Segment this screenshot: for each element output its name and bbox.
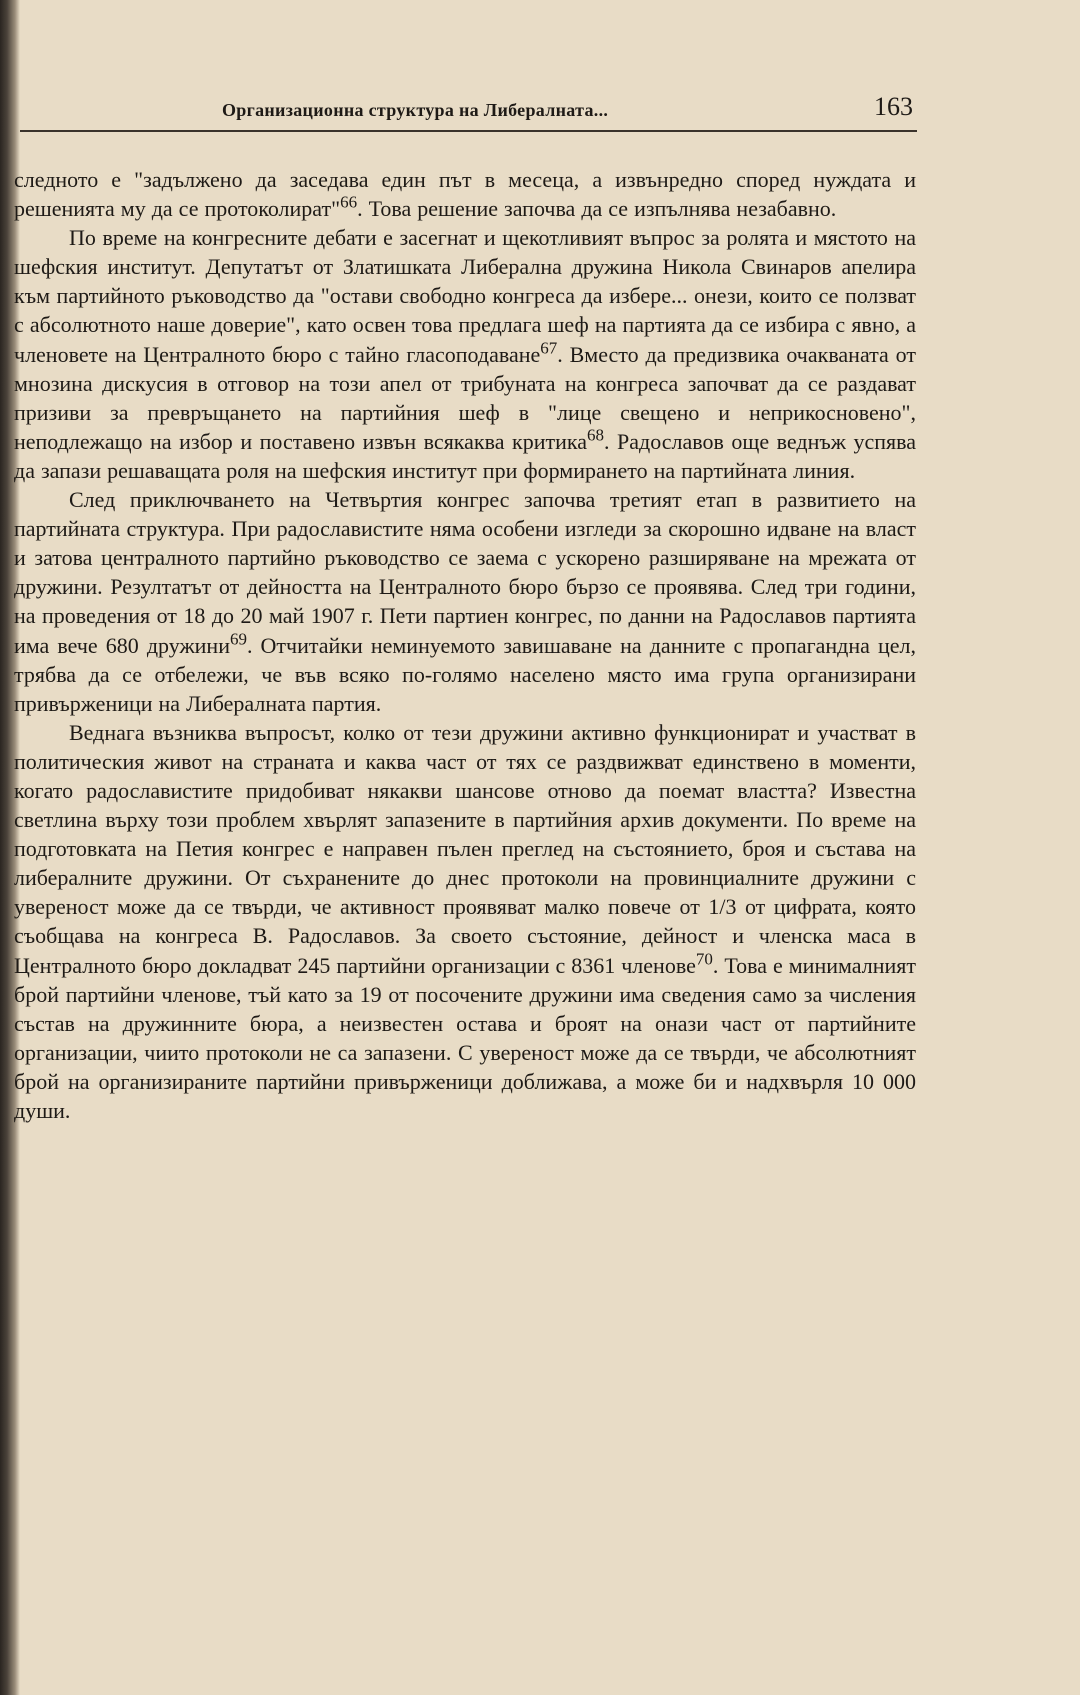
text-run: . Това е минималният брой партийни членове, тъй като за 19 от посочените дружини има сведения само за числения състав на дружинните бюра, а неизвестен остава и броят на онази част от партийните организации, чиито протоколи не са запазени. С увереност може да се твърди, че абсолютният брой на организираните партийни привърженици доближава, а може би и надхвърля 10 000 души. [14, 952, 916, 1123]
text-run: По време на конгресните дебати е засегнат и щекотливият въпрос за ролята и мястото на шефския институт. Депутатът от Златишката Либерална дружина Никола Свинаров апелира към партийното ръководство да "остави свободно конгреса да избере... онези, които се ползват с абсолютното наше доверие", като освен това предлага шеф на партията да се избира с явно, а членовете на Централното бюро с тайно гласоподаване [14, 225, 916, 367]
footnote-ref: 69 [229, 629, 247, 649]
footnote-ref: 68 [586, 425, 604, 445]
paragraph [14, 718, 916, 1125]
footnote-ref: 70 [695, 949, 713, 969]
paragraph [14, 485, 916, 718]
page-header [20, 92, 917, 132]
text-run: . Това решение започва да се изпълнява незабавно. [357, 196, 837, 222]
text-run: След приключването на Четвъртия конгрес започва третият етап в развитието на партийната структура. При радославистите няма особени изгледи за скорошно идване на власт и затова централното партийно ръководство се заема с ускорено разширяване на мрежата от дружини. Резултатът от дейността на Централното бюро бързо се проявява. След три години, на проведения от 18 до 20 май 1907 г. Пети партиен конгрес, по данни на Радославов партията има вече 680 дружини [14, 487, 916, 658]
running-title: Организационна структура на Либералната... [222, 100, 609, 120]
paragraph [14, 165, 916, 223]
text-run: следното е "задължено да заседава един път в месеца, а извънредно според нуждата и решенията му да се протоколират" [14, 167, 916, 222]
paragraph [14, 223, 916, 485]
footnote-ref: 66 [340, 192, 358, 212]
text-run: . Вместо да предизвика очакваната от мнозина дискусия в отговор на този апел от трибуната на конгреса започват да се раздават призиви за превръщането на партийния шеф в "лице свещено и неприкосновено", неподлежащо на избор и поставено извън всякаква критика [14, 341, 916, 454]
text-run: . Радославов още веднъж успява да запази решаващата роля на шефския институт при формирането на партийната линия. [14, 428, 916, 483]
body-text [14, 165, 916, 1125]
footnote-ref: 67 [540, 338, 558, 358]
text-run: Веднага възниква въпросът, колко от тези дружини активно функционират и участват в политическия живот на страната и каква част от тях се раздвижват единствено в моменти, когато радославистите придобиват някакви шансове отново да поемат властта? Известна светлина върху този проблем хвърлят запазените в партийния архив документи. По време на подготовката на Петия конгрес е направен пълен преглед на състоянието, броя и състава на либералните дружини. От съхранените до днес протоколи на провинциалните дружини с увереност може да се твърди, че активност проявяват малко повече от 1/3 от цифрата, която съобщава на конгреса В. Радославов. За своето състояние, дейност и членска маса в Централното бюро докладват 245 партийни организации с 8361 членове [14, 719, 916, 978]
page-number: 163 [874, 92, 913, 121]
text-run: . Отчитайки неминуемото завишаване на данните с пропагандна цел, трябва да се отбележи, че във всяко по-голямо населено място има група организирани привърженици на Либералната партия. [14, 632, 916, 716]
